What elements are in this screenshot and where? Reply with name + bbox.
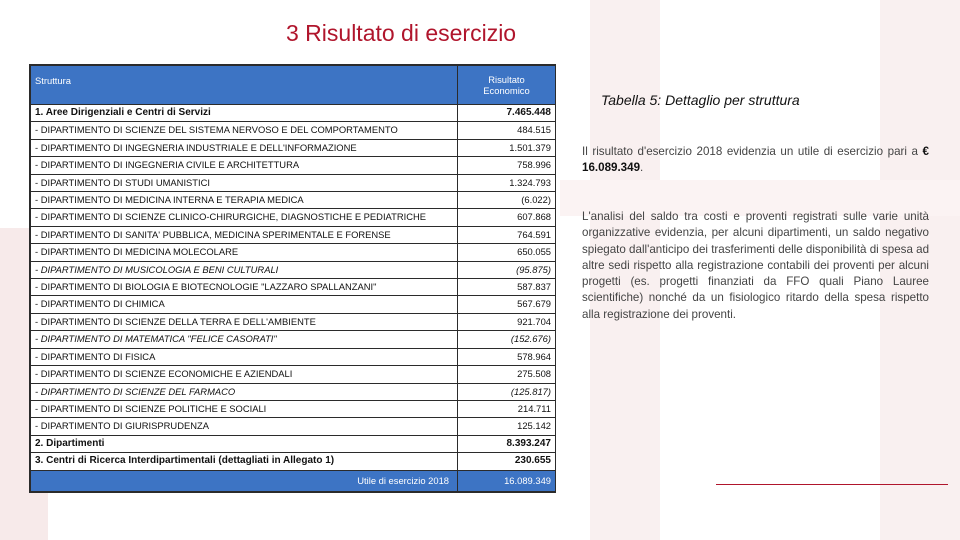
table-row: [31, 296, 556, 313]
results-table: [29, 64, 556, 493]
row-result-value: (6.022): [458, 192, 556, 209]
row-result-value: (125.817): [458, 383, 556, 400]
row-structure-name: - DIPARTIMENTO DI INGEGNERIA CIVILE E ARCHITETTURA: [31, 157, 458, 174]
table-row: [31, 348, 556, 365]
table-row: [31, 279, 556, 296]
row-structure-name: - DIPARTIMENTO DI FISICA: [31, 348, 458, 365]
row-result-value: (95.875): [458, 261, 556, 278]
row-structure-name: - DIPARTIMENTO DI STUDI UMANISTICI: [31, 174, 458, 191]
table-row: [31, 418, 556, 435]
row-result-value: 921.704: [458, 313, 556, 330]
summary-paragraph: [582, 144, 929, 177]
table-row: [31, 261, 556, 278]
row-structure-name: - DIPARTIMENTO DI SANITA' PUBBLICA, MEDICINA SPERIMENTALE E FORENSE: [31, 226, 458, 243]
column-header-line: Risultato: [488, 74, 525, 85]
row-result-value: 567.679: [458, 296, 556, 313]
row-structure-name: - DIPARTIMENTO DI SCIENZE POLITICHE E SOCIALI: [31, 400, 458, 417]
row-result-value: 230.655: [458, 453, 556, 470]
row-result-value: 484.515: [458, 122, 556, 139]
table-row: [31, 331, 556, 348]
total-label: Utile di esercizio 2018: [31, 470, 458, 491]
row-structure-name: - DIPARTIMENTO DI GIURISPRUDENZA: [31, 418, 458, 435]
row-result-value: 1.501.379: [458, 139, 556, 156]
row-result-value: 578.964: [458, 348, 556, 365]
row-result-value: 607.868: [458, 209, 556, 226]
row-structure-name: - DIPARTIMENTO DI CHIMICA: [31, 296, 458, 313]
summary-text: Il risultato d'esercizio 2018 evidenzia un utile di esercizio pari a: [582, 145, 923, 158]
row-structure-name: - DIPARTIMENTO DI MEDICINA MOLECOLARE: [31, 244, 458, 261]
row-result-value: 758.996: [458, 157, 556, 174]
summary-text-end: .: [640, 161, 644, 175]
table-row: [31, 105, 556, 122]
table-row: [31, 383, 556, 400]
table-row: [31, 174, 556, 191]
row-structure-name: - DIPARTIMENTO DI MATEMATICA "FELICE CASORATI": [31, 331, 458, 348]
total-value: 16.089.349: [458, 470, 556, 491]
row-result-value: 125.142: [458, 418, 556, 435]
row-result-value: 214.711: [458, 400, 556, 417]
row-structure-name: - DIPARTIMENTO DI SCIENZE DELLA TERRA E DELL'AMBIENTE: [31, 313, 458, 330]
row-structure-name: 2. Dipartimenti: [31, 435, 458, 452]
row-result-value: 7.465.448: [458, 105, 556, 122]
column-header-line: Economico: [483, 85, 530, 96]
row-structure-name: - DIPARTIMENTO DI SCIENZE CLINICO-CHIRURGICHE, DIAGNOSTICHE E PEDIATRICHE: [31, 209, 458, 226]
row-structure-name: - DIPARTIMENTO DI MUSICOLOGIA E BENI CULTURALI: [31, 261, 458, 278]
table-row: [31, 453, 556, 470]
row-result-value: 275.508: [458, 366, 556, 383]
row-result-value: 1.324.793: [458, 174, 556, 191]
row-result-value: 8.393.247: [458, 435, 556, 452]
divider-line: [716, 484, 948, 485]
table-row: [31, 226, 556, 243]
row-structure-name: 1. Aree Dirigenziali e Centri di Servizi: [31, 105, 458, 122]
table-header-row: [31, 66, 556, 105]
table-row: [31, 192, 556, 209]
analysis-paragraph: L'analisi del saldo tra costi e proventi registrati sulle varie unità organizzative evidenzia, per alcuni dipartimenti, un saldo negativo spiegato dall'anticipo dei trasferimenti delle disponibilità di spesa ad altre sedi rispetto alla registrazione contabili dei proventi per alcuni progetti (es. progetti finanziati da FFO quali Piano Lauree scientifiche) nonché da un fisiologico ritardo della spesa rispetto alla registrazione dei proventi.: [582, 210, 930, 321]
table-row: [31, 435, 556, 452]
page-title: 3 Risultato di esercizio: [286, 20, 517, 46]
table-row: [31, 139, 556, 156]
row-result-value: 764.591: [458, 226, 556, 243]
row-structure-name: - DIPARTIMENTO DI INGEGNERIA INDUSTRIALE E DELL'INFORMAZIONE: [31, 139, 458, 156]
row-result-value: 650.055: [458, 244, 556, 261]
profit-amount: € 16.089.349: [582, 145, 929, 175]
row-structure-name: - DIPARTIMENTO DI BIOLOGIA E BIOTECNOLOGIE "LAZZARO SPALLANZANI": [31, 279, 458, 296]
row-structure-name: - DIPARTIMENTO DI SCIENZE ECONOMICHE E AZIENDALI: [31, 366, 458, 383]
row-structure-name: - DIPARTIMENTO DI MEDICINA INTERNA E TERAPIA MEDICA: [31, 192, 458, 209]
row-result-value: (152.676): [458, 331, 556, 348]
table-row: [31, 366, 556, 383]
column-header-risultato: [458, 66, 556, 105]
table-row: [31, 122, 556, 139]
row-structure-name: - DIPARTIMENTO DI SCIENZE DEL FARMACO: [31, 383, 458, 400]
row-structure-name: 3. Centri di Ricerca Interdipartimentali (dettagliati in Allegato 1): [31, 453, 458, 470]
table-row: [31, 400, 556, 417]
table-row: [31, 313, 556, 330]
table-row: [31, 157, 556, 174]
table-row: [31, 244, 556, 261]
table-row: [31, 209, 556, 226]
total-row: [31, 470, 556, 491]
row-result-value: 587.837: [458, 279, 556, 296]
column-header-struttura: Struttura: [31, 66, 458, 105]
row-structure-name: - DIPARTIMENTO DI SCIENZE DEL SISTEMA NERVOSO E DEL COMPORTAMENTO: [31, 122, 458, 139]
table-caption: Tabella 5: Dettaglio per struttura: [601, 92, 800, 108]
